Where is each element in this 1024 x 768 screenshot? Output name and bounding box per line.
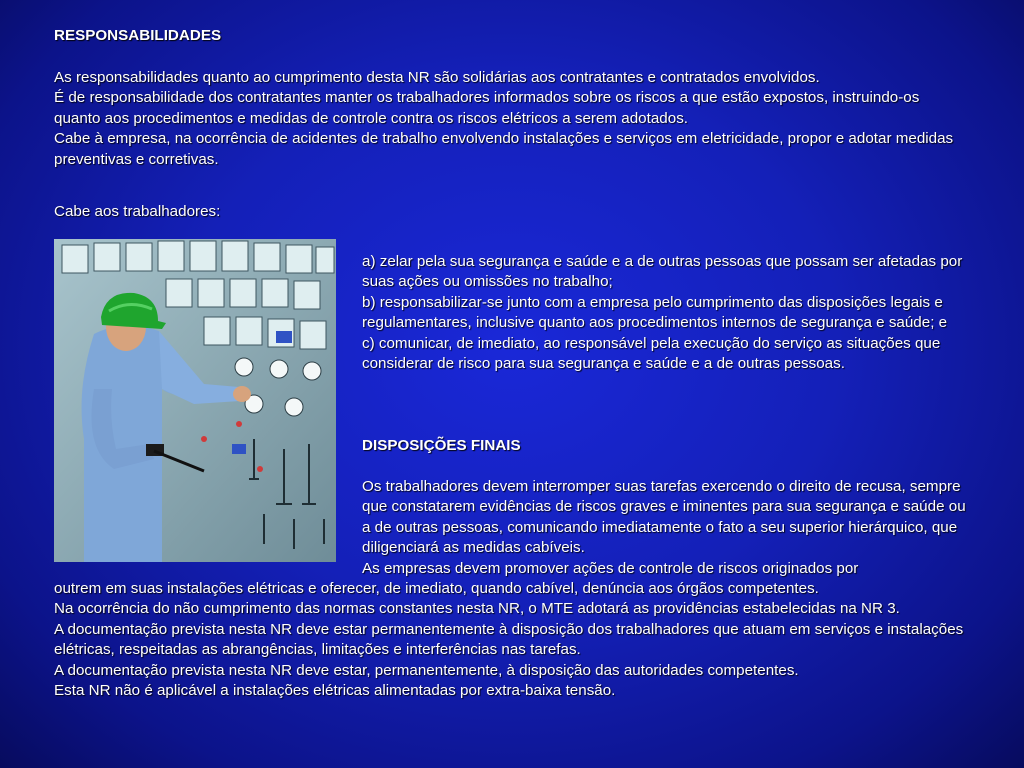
responsibilities-paragraph: As responsabilidades quanto ao cumprimento desta NR são solidárias aos contratantes e contratados envolvidos. É de responsabilidade dos contratantes manter os trabalhadores informados sobre os riscos a que estão expostos, instruindo-os quanto aos procedimentos e medidas de controle contra os riscos elétricos a serem adotados. Cabe à empresa, na ocorrência de acidentes de trabalho envolvendo instalações e serviços em eletricidade, propor e adotar medidas preventivas e corretivas. bbox=[54, 69, 954, 168]
responsibilities-heading: RESPONSABILIDADES bbox=[54, 27, 222, 44]
workers-duties-list: a) zelar pela sua segurança e saúde e a de outras pessoas que possam ser afetadas por suas ações ou omissões no trabalho; b) responsabilizar-se junto com a empresa pelo cumprimento das disposições legais e regulamentares, inclusive quanto aos procedimentos internos de segurança e saúde; e c) comunicar, de imediato, ao responsável pela execução do serviço as situações que considerar de risco para sua segurança e saúde e a de outras pessoas. bbox=[362, 253, 963, 373]
workers-intro: Cabe aos trabalhadores: bbox=[54, 203, 221, 220]
worker-control-panel-photo bbox=[54, 239, 336, 562]
final-provisions-paragraph-2: outrem em suas instalações elétricas e oferecer, de imediato, quando cabível, denúncia aos órgãos competentes. Na ocorrência do não cumprimento das normas constantes nesta NR, o MTE adotará as providências estabelecidas na NR 3. A documentação prevista nesta NR deve estar permanentemente à disposição dos trabalhadores que atuam em serviços e instalações elétricas, respeitadas as abrangências, limitações e interferências nas tarefas. A documentação prevista nesta NR deve estar, permanentemente, à disposição das autoridades competentes. Esta NR não é aplicável a instalações elétricas alimentadas por extra-baixa tensão. bbox=[54, 580, 964, 700]
final-provisions-heading: DISPOSIÇÕES FINAIS bbox=[362, 437, 521, 454]
final-provisions-paragraph-1: Os trabalhadores devem interromper suas tarefas exercendo o direito de recusa, sempre que constatarem evidências de riscos graves e iminentes para sua segurança e saúde ou a de outras pessoas, comunicando imediatamente o fato a seu superior hierárquico, que diligenciará as medidas cabíveis. As empresas devem promover ações de controle de riscos originados por bbox=[362, 478, 966, 577]
photo-illustration bbox=[54, 239, 336, 562]
